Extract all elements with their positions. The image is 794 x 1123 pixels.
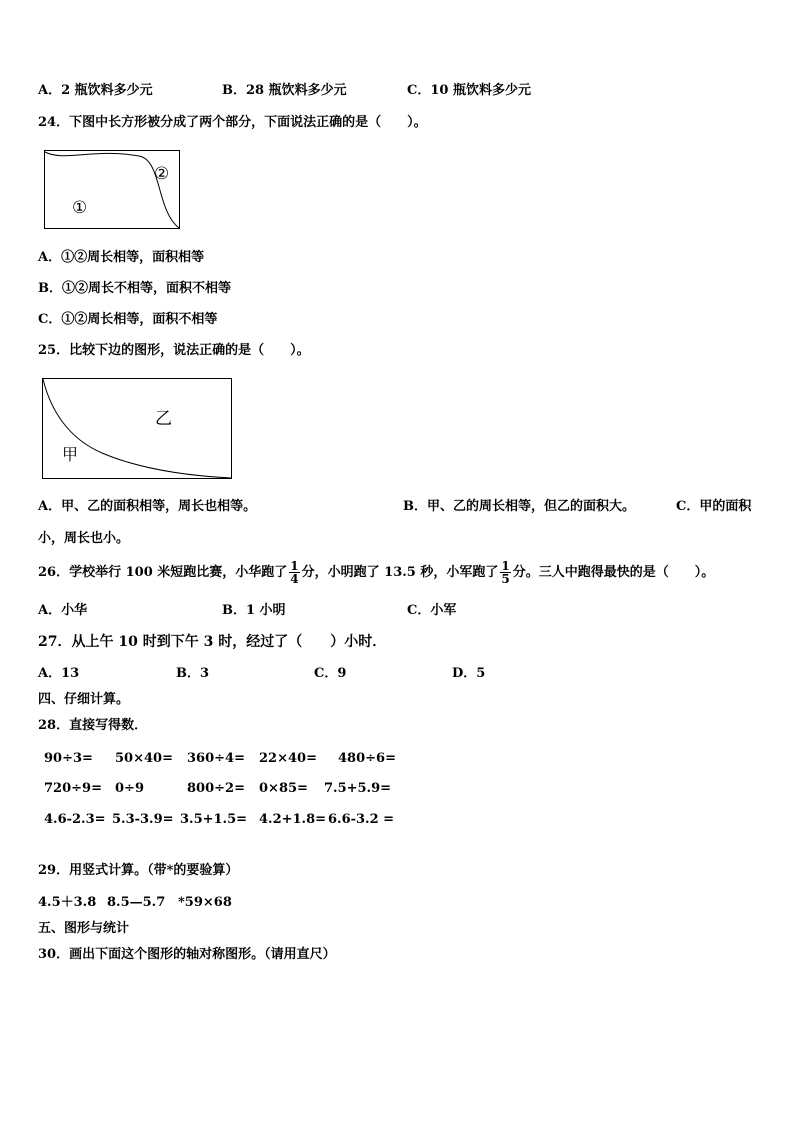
q28-r1-c5: 480÷6= (338, 751, 396, 766)
q28-r2-c4: 0×85= (259, 781, 308, 796)
q28-r1-c3: 360÷4= (187, 751, 245, 766)
q27-option-d: D．5 (452, 666, 486, 681)
q25-label-yi: 乙 (155, 409, 172, 429)
q27-stem: 27．从上午 10 时到下午 3 时，经过了（ ）小时． (38, 634, 387, 650)
q23-option-c: C．10 瓶饮料多少元 (407, 83, 531, 98)
q28-r1-c2: 50×40= (115, 751, 173, 766)
q29-item-3: *59×68 (178, 895, 232, 910)
q28-r2-c3: 800÷2= (187, 781, 245, 796)
q26-option-c: C．小军 (407, 603, 457, 618)
q29-item-1: 4.5＋3.8 (38, 895, 97, 910)
q28-r1-c4: 22×40= (259, 751, 317, 766)
q25-option-a: A．甲、乙的面积相等，周长也相等。 (38, 499, 257, 514)
q26-text-1: 26．学校举行 100 米短跑比赛，小华跑了 (38, 565, 288, 580)
q23-option-b: B．28 瓶饮料多少元 (222, 83, 347, 98)
q25-stem: 25．比较下边的图形，说法正确的是（ ）。 (38, 343, 310, 358)
q28-r3-c5: 6.6-3.2 = (328, 812, 395, 827)
q28-stem: 28．直接写得数． (38, 718, 148, 733)
q23-option-a: A．2 瓶饮料多少元 (38, 83, 153, 98)
q24-option-c: C．①②周长相等，面积不相等 (38, 312, 218, 327)
q28-r1-c1: 90÷3= (44, 751, 93, 766)
q25-option-b: B．甲、乙的周长相等，但乙的面积大。 (403, 499, 635, 514)
q26-option-b: B．1 小明 (222, 603, 286, 618)
q24-option-a: A．①②周长相等，面积相等 (38, 250, 205, 265)
q25-option-c: C．甲的面积 (676, 499, 752, 514)
section-4-heading: 四、仔细计算。 (38, 692, 130, 707)
q25-label-jia: 甲 (62, 445, 79, 464)
q29-stem: 29．用竖式计算。（带*的要验算） (38, 863, 239, 878)
q27-option-a: A．13 (38, 666, 80, 681)
q27-option-b: B．3 (176, 666, 210, 681)
q26-option-a: A．小华 (38, 603, 88, 618)
q27-option-c: C．9 (314, 666, 347, 681)
q24-stem: 24．下图中长方形被分成了两个部分，下面说法正确的是（ ）。 (38, 115, 427, 130)
q28-r2-c5: 7.5+5.9= (324, 781, 392, 796)
q28-r3-c3: 3.5+1.5= (180, 812, 248, 827)
q28-r2-c2: 0÷9 (115, 781, 144, 796)
q26-text-2: 分，小明跑了 13.5 秒，小军跑了 (301, 565, 499, 580)
q30-stem: 30．画出下面这个图形的轴对称图形。（请用直尺） (38, 947, 336, 962)
q28-r3-c2: 5.3-3.9= (112, 812, 174, 827)
q28-r2-c1: 720÷9= (44, 781, 102, 796)
q25-figure (42, 378, 233, 480)
section-5-heading: 五、图形与统计 (38, 921, 130, 936)
q24-label-2: ② (154, 164, 170, 184)
q26-text-3: 分。三人中跑得最快的是（ ）。 (512, 565, 715, 580)
q24-option-b: B．①②周长不相等，面积不相等 (38, 281, 231, 296)
q28-r3-c4: 4.2+1.8= (259, 812, 327, 827)
q28-r3-c1: 4.6-2.3= (44, 812, 106, 827)
q25-option-c-continued: 小，周长也小。 (38, 531, 130, 546)
q29-item-2: 8.5—5.7 (107, 895, 166, 910)
q26-fraction-2: $\frac{1}{5}$ (501, 559, 510, 586)
q26-fraction-1: $\frac{1}{4}$ (290, 559, 299, 586)
q24-label-1: ① (72, 198, 88, 218)
q26-stem (38, 558, 714, 588)
q24-figure (44, 150, 181, 230)
